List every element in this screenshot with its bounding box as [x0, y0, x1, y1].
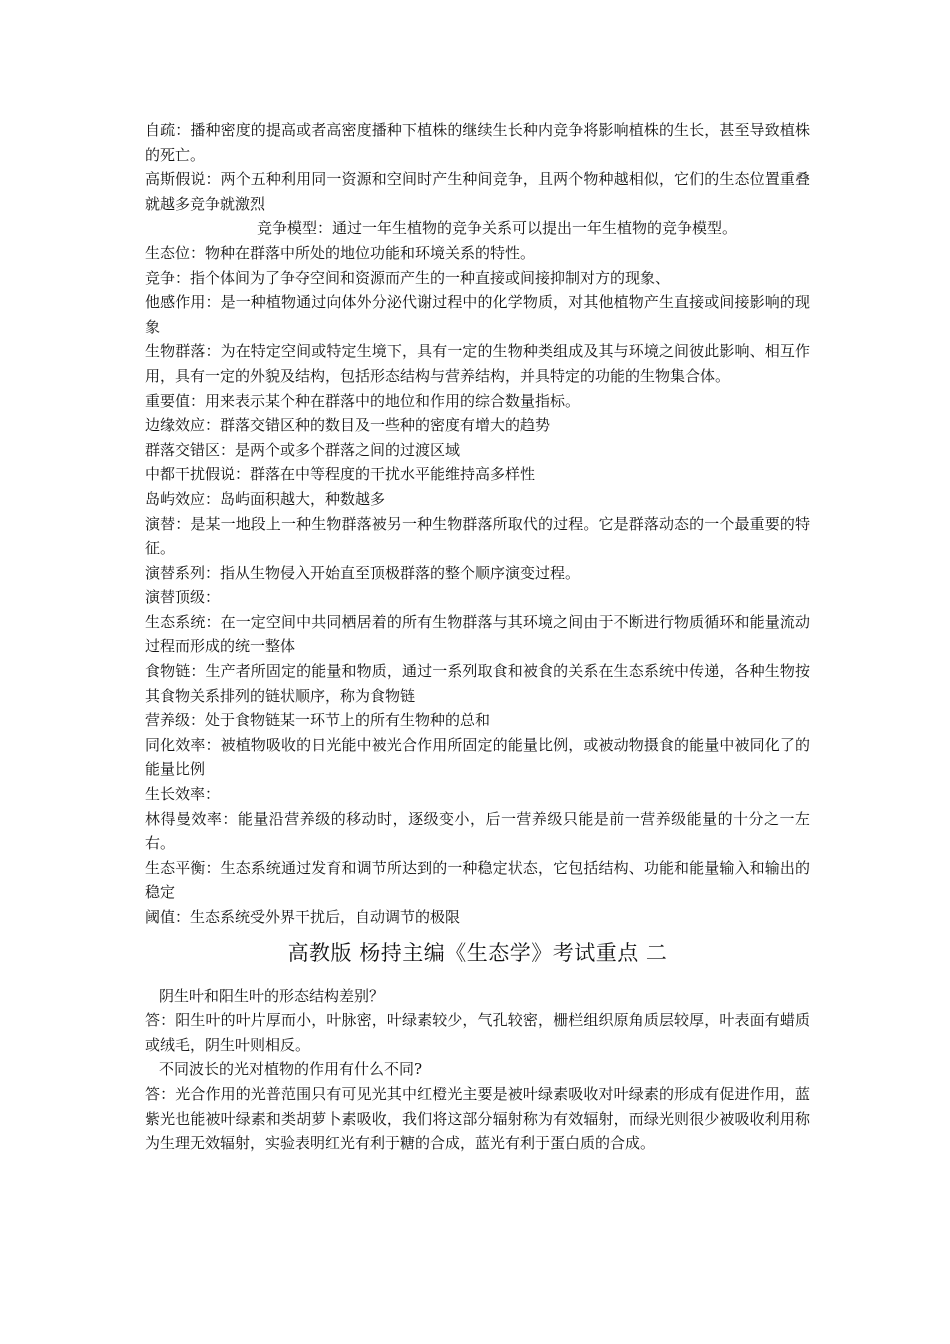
definition-edge-effect: 边缘效应：群落交错区种的数目及一些种的密度有增大的趋势 — [145, 416, 551, 435]
definition-growth-efficiency: 生长效率： — [145, 785, 221, 804]
definition-threshold: 阈值：生态系统受外界干扰后，自动调节的极限 — [145, 908, 461, 926]
question-light-wavelength: 不同波长的光对植物的作用有什么不同? — [159, 1060, 423, 1079]
definition-food-chain: 食物链：生产者所固定的能量和物质，通过一系列取食和被食的关系在生态系统中传递，各种生物按其食物关系排列的链状顺序，称为食物链 — [145, 662, 810, 705]
definition-biological-community: 生物群落：为在特定空间或特定生境下，具有一定的生物种类组成及其与环境之间彼此影响、相互作用，具有一定的外貌及结构，包括形态结构与营养结构，并具特定的功能的生物集合体。 — [145, 342, 810, 385]
definition-competition: 竞争：指个体间为了争夺空间和资源而产生的一种直接或间接抑制对方的现象、 — [145, 268, 671, 287]
definition-sere: 演替系列：指从生物侵入开始直至顶极群落的整个顺序演变过程。 — [145, 563, 581, 582]
definition-assimilation-efficiency: 同化效率：被植物吸收的日光能中被光合作用所固定的能量比例，或被动物摄食的能量中被同化了的能量比例 — [145, 735, 810, 779]
definition-succession: 演替：是某一地段上一种生物群落被另一种生物群落所取代的过程。它是群落动态的一个最重要的特征。 — [145, 514, 810, 558]
answer-light-wavelength: 答：光合作用的光普范围只有可见光其中红橙光主要是被叶绿素吸收对叶绿素的形成有促进作用，蓝紫光也能被叶绿素和类胡萝卜素吸收，我们将这部分辐射称为有效辐射，而绿光则很少被吸收利用称为生理无效辐射，实验表明红光有利于糖的合成，蓝光有利于蛋白质的合成。 — [145, 1084, 810, 1153]
definition-island-effect: 岛屿效应：岛屿面积越大，种数越多 — [145, 489, 386, 508]
definition-gause-hypothesis: 高斯假说：两个五种利用同一资源和空间时产生种间竞争，且两个物种越相似，它们的生态位置重叠就越多竞争就激烈 — [145, 170, 810, 213]
definition-climax: 演替顶级： — [145, 588, 221, 607]
definition-ecosystem: 生态系统：在一定空间中共同栖居着的所有生物群落与其环境之间由于不断进行物质循环和能量流动过程而形成的统一整体 — [145, 612, 810, 656]
answer-shade-sun-leaves: 答：阳生叶的叶片厚而小，叶脉密，叶绿素较少，气孔较密，栅栏组织原角质层较厚，叶表面有蜡质或绒毛，阴生叶则相反。 — [145, 1011, 810, 1054]
definition-competition-model: 竞争模型：通过一年生植物的竞争关系可以提出一年生植物的竞争模型。 — [257, 219, 738, 238]
question-shade-sun-leaves: 阴生叶和阳生叶的形态结构差别？ — [159, 986, 385, 1005]
definition-importance-value: 重要值：用来表示某个种在群落中的地位和作用的综合数量指标。 — [145, 391, 581, 410]
definition-intermediate-disturbance: 中都干扰假说：群落在中等程度的干扰水平能维持高多样性 — [145, 465, 536, 484]
section-title: 高教版 杨持主编《生态学》考试重点 二 — [287, 940, 668, 965]
definition-lindeman-efficiency: 林得曼效率：能量沿营养级的移动时，逐级变小，后一营养级只能是前一营养级能量的十分之一左右。 — [145, 809, 810, 853]
definition-allelopathy: 他感作用：是一种植物通过向体外分泌代谢过程中的化学物质，对其他植物产生直接或间接影响的现象 — [145, 293, 810, 336]
definition-ecological-balance: 生态平衡：生态系统通过发育和调节所达到的一种稳定状态，它包括结构、功能和能量输入和输出的稳定 — [145, 858, 810, 902]
definition-ecotone: 群落交错区：是两个或多个群落之间的过渡区域 — [145, 440, 461, 459]
document-body — [145, 118, 810, 1156]
definition-niche: 生态位：物种在群落中所处的地位功能和环境关系的特性。 — [145, 243, 536, 262]
definition-self-thinning: 自疏：播种密度的提高或者高密度播种下植株的继续生长种内竞争将影响植株的生长，甚至导致植株的死亡。 — [145, 121, 810, 164]
definition-trophic-level: 营养级：处于食物链某一环节上的所有生物种的总和 — [145, 711, 491, 730]
